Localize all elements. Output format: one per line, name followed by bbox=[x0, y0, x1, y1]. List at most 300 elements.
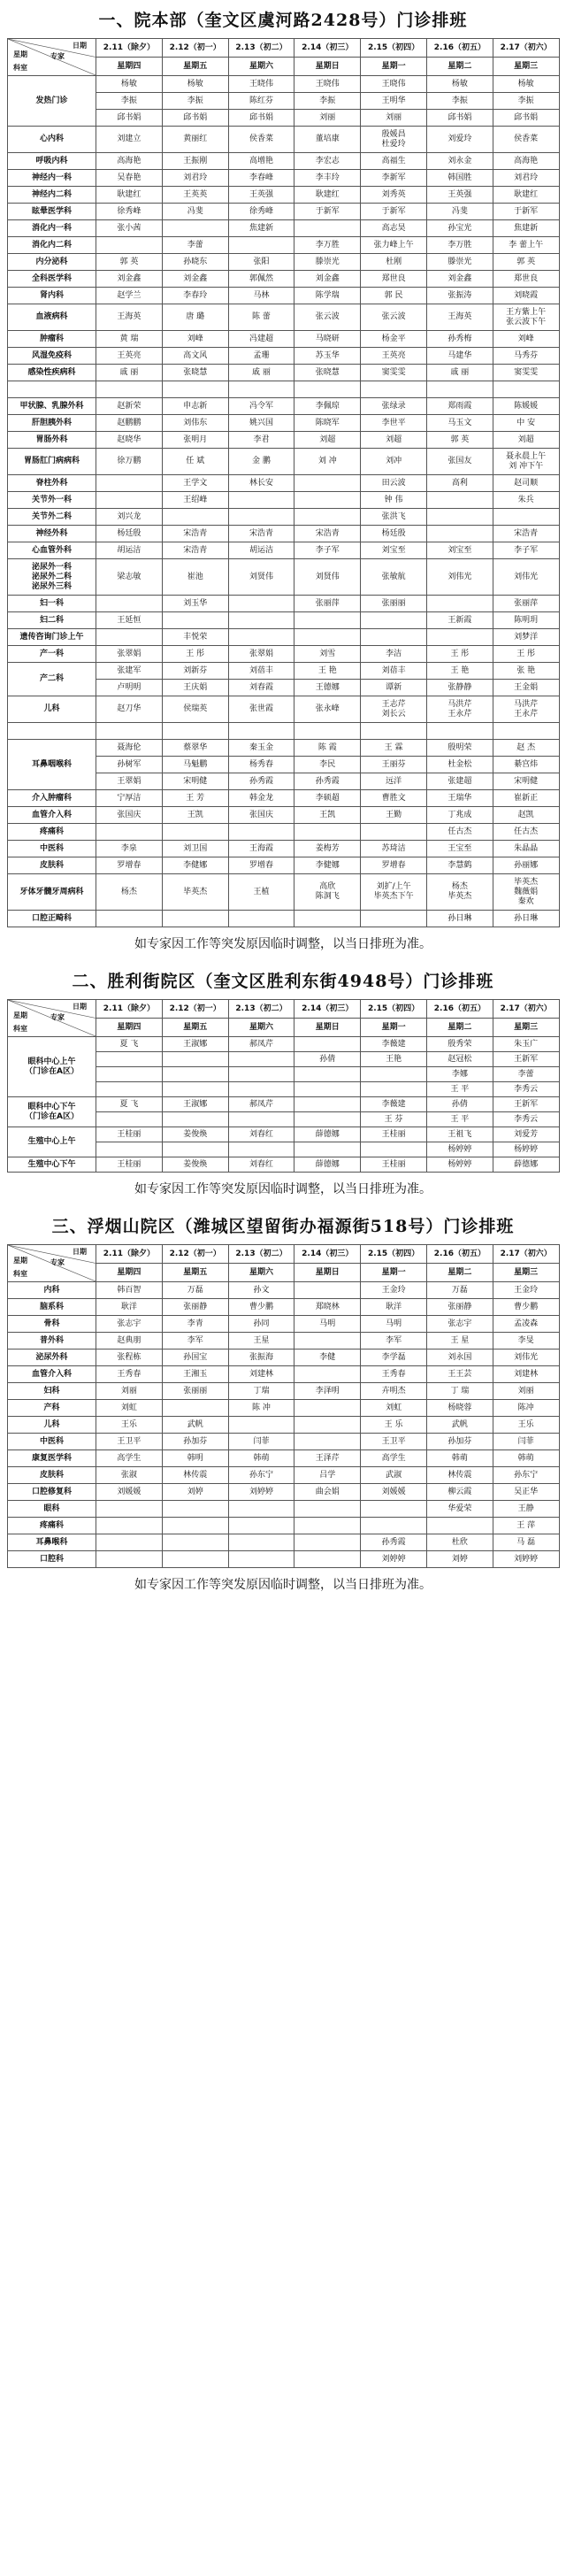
doctor-cell bbox=[162, 1082, 228, 1097]
doctor-cell bbox=[361, 1366, 427, 1383]
dept-name-line: 消化内二科 bbox=[31, 240, 72, 250]
doctor-cell bbox=[96, 1417, 163, 1434]
doctor-name: 马魁鹏 bbox=[183, 759, 208, 769]
date-header: 2.16（初五） bbox=[426, 39, 493, 58]
doctor-name: 戚 丽 bbox=[450, 367, 470, 377]
doctor-cell bbox=[493, 509, 559, 526]
doctor-cell bbox=[96, 1534, 163, 1551]
doctor-cell bbox=[228, 1417, 294, 1434]
table-row bbox=[8, 254, 560, 271]
doctor-name: 刘丽 bbox=[319, 112, 336, 122]
doctor-cell bbox=[493, 1383, 559, 1400]
dept-name bbox=[8, 559, 96, 596]
doctor-cell bbox=[361, 365, 427, 381]
doctor-cell bbox=[294, 1097, 361, 1112]
date-header: 2.17（初六） bbox=[493, 1000, 559, 1019]
dept-name bbox=[8, 526, 96, 542]
dept-name-line: 血管介入科 bbox=[31, 810, 72, 819]
doctor-name: 薛德娜 bbox=[514, 1159, 539, 1169]
dept-name bbox=[8, 1534, 96, 1551]
doctor-cell bbox=[493, 1316, 559, 1333]
doctor-cell bbox=[294, 509, 361, 526]
doctor-cell bbox=[228, 629, 294, 646]
doctor-cell bbox=[361, 1450, 427, 1467]
doctor-cell bbox=[294, 911, 361, 927]
doctor-name: 王绍峰 bbox=[183, 495, 208, 504]
doctor-name: 王英亮 bbox=[381, 350, 406, 360]
dept-name-line: 关节外二科 bbox=[31, 511, 72, 521]
doctor-cell bbox=[294, 1400, 361, 1417]
dept-name-line: 皮肤科 bbox=[39, 1470, 64, 1480]
doctor-cell bbox=[228, 1350, 294, 1366]
doctor-cell bbox=[228, 857, 294, 874]
doctor-cell bbox=[96, 874, 163, 911]
doctor-cell bbox=[162, 740, 228, 757]
doctor-cell bbox=[493, 1400, 559, 1417]
doctor-name: 高欣 bbox=[319, 882, 336, 891]
doctor-name: 王丽芬 bbox=[381, 759, 406, 769]
doctor-name: 王德娜 bbox=[315, 682, 340, 692]
doctor-cell bbox=[294, 526, 361, 542]
doctor-cell bbox=[162, 304, 228, 331]
doctor-cell bbox=[96, 841, 163, 857]
doctor-cell bbox=[162, 1417, 228, 1434]
dept-name-line: 内分泌科 bbox=[35, 257, 68, 266]
doctor-name: 王英亮 bbox=[117, 350, 142, 360]
dept-name bbox=[8, 398, 96, 415]
date-header-row bbox=[8, 1245, 560, 1264]
doctor-cell bbox=[426, 1467, 493, 1484]
doctor-cell bbox=[162, 1551, 228, 1568]
corner-label-expert: 专家 bbox=[50, 1258, 65, 1266]
doctor-name: 王乐 bbox=[120, 1419, 137, 1429]
doctor-name: 孙国宝 bbox=[183, 1352, 208, 1362]
table-row bbox=[8, 629, 560, 646]
doctor-cell bbox=[361, 432, 427, 449]
dept-name-line: 妇科 bbox=[43, 1386, 60, 1396]
doctor-cell bbox=[162, 629, 228, 646]
date-header: 2.13（初二） bbox=[228, 1245, 294, 1264]
dept-name-line: 眼科中心上午 bbox=[27, 1057, 76, 1066]
doctor-cell bbox=[162, 449, 228, 475]
doctor-cell bbox=[294, 381, 361, 398]
doctor-cell bbox=[361, 304, 427, 331]
doctor-name: 郭 民 bbox=[384, 290, 403, 300]
table-row bbox=[8, 1467, 560, 1484]
doctor-cell bbox=[294, 559, 361, 596]
doctor-name: 陈冲 bbox=[517, 1403, 534, 1412]
doctor-cell bbox=[162, 220, 228, 237]
doctor-cell bbox=[426, 304, 493, 331]
dept-name bbox=[8, 304, 96, 331]
doctor-cell bbox=[294, 449, 361, 475]
doctor-cell bbox=[228, 526, 294, 542]
dept-name bbox=[8, 381, 96, 398]
doctor-cell bbox=[228, 1052, 294, 1067]
doctor-name: 孙晓东 bbox=[183, 257, 208, 266]
doctor-name: 郑晓林 bbox=[315, 1302, 340, 1311]
doctor-name: 张丽丽 bbox=[183, 1386, 208, 1396]
doctor-name: 刘媛媛 bbox=[381, 1487, 406, 1496]
doctor-cell bbox=[228, 696, 294, 723]
dept-name bbox=[8, 254, 96, 271]
dept-name-line: （门诊在A区） bbox=[25, 1066, 79, 1076]
doctor-cell bbox=[493, 1467, 559, 1484]
weekday-header: 星期日 bbox=[294, 58, 361, 76]
doctor-name: 刘虹 bbox=[120, 1403, 137, 1412]
doctor-cell bbox=[493, 1450, 559, 1467]
doctor-cell bbox=[294, 1052, 361, 1067]
doctor-cell bbox=[162, 331, 228, 348]
doctor-name: 华爱荣 bbox=[447, 1503, 472, 1513]
date-header: 2.11（除夕） bbox=[96, 1245, 163, 1264]
doctor-cell bbox=[361, 1067, 427, 1082]
doctor-name: 孙丽娜 bbox=[514, 860, 539, 870]
doctor-name: 张永峰 bbox=[315, 704, 340, 713]
doctor-name: 刘春霞 bbox=[249, 682, 273, 692]
doctor-cell bbox=[426, 1316, 493, 1333]
doctor-name: 闫菲 bbox=[517, 1436, 534, 1446]
doctor-cell bbox=[493, 1518, 559, 1534]
doctor-name: 刘兴龙 bbox=[117, 511, 142, 521]
doctor-cell bbox=[493, 254, 559, 271]
weekday-header: 星期三 bbox=[493, 1019, 559, 1037]
doctor-name: 窦雯雯 bbox=[381, 367, 406, 377]
doctor-cell bbox=[361, 237, 427, 254]
doctor-cell bbox=[361, 475, 427, 492]
table-row bbox=[8, 153, 560, 170]
doctor-cell bbox=[361, 110, 427, 127]
doctor-cell bbox=[361, 1484, 427, 1501]
doctor-cell bbox=[228, 874, 294, 911]
dept-name-line: 肾内科 bbox=[39, 290, 64, 300]
doctor-cell bbox=[294, 1501, 361, 1518]
doctor-cell bbox=[493, 911, 559, 927]
doctor-cell bbox=[228, 1299, 294, 1316]
doctor-name: 郝凤芹 bbox=[249, 1099, 273, 1109]
doctor-cell bbox=[294, 757, 361, 773]
table-row bbox=[8, 432, 560, 449]
doctor-cell bbox=[426, 1157, 493, 1173]
doctor-name: 任古杰 bbox=[514, 827, 539, 836]
doctor-name: 陈红芬 bbox=[249, 96, 273, 105]
doctor-cell bbox=[228, 1366, 294, 1383]
doctor-name: 孙东宁 bbox=[514, 1470, 539, 1480]
doctor-cell bbox=[294, 1450, 361, 1467]
doctor-name: 张 艳 bbox=[516, 665, 536, 675]
doctor-cell bbox=[426, 1082, 493, 1097]
doctor-name: 孙宝光 bbox=[447, 223, 472, 233]
corner-label-weekday: 星期 bbox=[13, 50, 27, 58]
doctor-cell bbox=[96, 1082, 163, 1097]
doctor-name: 王永芹 bbox=[514, 709, 539, 719]
doctor-name: 宁厚洁 bbox=[117, 793, 142, 803]
doctor-cell bbox=[162, 204, 228, 220]
doctor-name: 刘宝至 bbox=[447, 545, 472, 555]
doctor-name: 刘峰 bbox=[517, 334, 534, 343]
doctor-cell bbox=[426, 1350, 493, 1366]
doctor-cell bbox=[228, 237, 294, 254]
weekday-header: 星期一 bbox=[361, 1264, 427, 1282]
dept-name-line: 骨科 bbox=[43, 1319, 60, 1328]
doctor-name: 王英强 bbox=[447, 189, 472, 199]
doctor-cell bbox=[96, 288, 163, 304]
doctor-cell bbox=[96, 381, 163, 398]
doctor-name: 刘雪 bbox=[319, 649, 336, 658]
doctor-cell bbox=[162, 93, 228, 110]
doctor-name: 吕学 bbox=[319, 1470, 336, 1480]
doctor-cell bbox=[493, 153, 559, 170]
doctor-cell bbox=[228, 1316, 294, 1333]
doctor-name: 耿建红 bbox=[315, 189, 340, 199]
doctor-name: 王英英 bbox=[183, 189, 208, 199]
doctor-cell bbox=[294, 1142, 361, 1157]
doctor-name: 李丰玲 bbox=[315, 173, 340, 182]
section-title: 一、院本部（奎文区虞河路2428号）门诊排班 bbox=[98, 11, 468, 30]
doctor-cell bbox=[426, 509, 493, 526]
doctor-name: 耿建红 bbox=[514, 189, 539, 199]
doctor-cell bbox=[493, 1082, 559, 1097]
doctor-cell bbox=[96, 1518, 163, 1534]
doctor-name: 刘婷 bbox=[187, 1487, 203, 1496]
doctor-name: 苏琦洁 bbox=[381, 843, 406, 853]
doctor-cell bbox=[162, 911, 228, 927]
doctor-cell bbox=[162, 415, 228, 432]
doctor-cell bbox=[294, 824, 361, 841]
doctor-name: 吴春艳 bbox=[117, 173, 142, 182]
dept-name-line: 生殖中心上午 bbox=[27, 1137, 76, 1146]
doctor-cell bbox=[426, 288, 493, 304]
doctor-cell bbox=[96, 1127, 163, 1142]
doctor-name: 王 芳 bbox=[186, 793, 205, 803]
doctor-cell bbox=[361, 1467, 427, 1484]
doctor-cell bbox=[228, 492, 294, 509]
doctor-cell bbox=[96, 1350, 163, 1366]
doctor-cell bbox=[294, 542, 361, 559]
doctor-cell bbox=[426, 1127, 493, 1142]
doctor-cell bbox=[294, 1518, 361, 1534]
doctor-name: 张力峰上午 bbox=[373, 240, 414, 250]
corner-label-date: 日期 bbox=[73, 42, 87, 50]
doctor-cell bbox=[361, 220, 427, 237]
doctor-name: 杜刚 bbox=[386, 257, 402, 266]
doctor-name: 陈明玥 bbox=[514, 615, 539, 625]
doctor-cell bbox=[162, 1501, 228, 1518]
table-row bbox=[8, 220, 560, 237]
date-header-row bbox=[8, 1000, 560, 1019]
doctor-name: 丁 瑞 bbox=[450, 1386, 470, 1396]
doctor-name: 杨婷婷 bbox=[447, 1144, 472, 1154]
corner-label-dept: 科室 bbox=[13, 64, 27, 72]
dept-name bbox=[8, 1350, 96, 1366]
doctor-cell bbox=[294, 153, 361, 170]
doctor-name: 马玉文 bbox=[447, 418, 472, 427]
doctor-cell bbox=[294, 740, 361, 757]
doctor-name: 王晓伟 bbox=[315, 79, 340, 88]
dept-name-line: 心内科 bbox=[39, 135, 64, 143]
doctor-cell bbox=[162, 1534, 228, 1551]
doctor-cell bbox=[96, 348, 163, 365]
dept-name-line: 胃肠肛门病病科 bbox=[23, 457, 80, 465]
corner-label-dept: 科室 bbox=[13, 1270, 27, 1278]
doctor-name: 张世霞 bbox=[249, 704, 273, 713]
doctor-name: 郑世良 bbox=[381, 273, 406, 283]
doctor-cell bbox=[493, 1067, 559, 1082]
doctor-name: 刘晓霞 bbox=[514, 290, 539, 300]
doctor-cell bbox=[426, 271, 493, 288]
doctor-name: 高利 bbox=[451, 478, 468, 488]
doctor-cell bbox=[361, 1333, 427, 1350]
dept-name bbox=[8, 1299, 96, 1316]
doctor-cell bbox=[294, 475, 361, 492]
doctor-name: 柳云霞 bbox=[447, 1487, 472, 1496]
doctor-cell bbox=[426, 612, 493, 629]
weekday-header: 星期一 bbox=[361, 1019, 427, 1037]
table-row bbox=[8, 1299, 560, 1316]
doctor-cell bbox=[228, 365, 294, 381]
doctor-name: 刘爱玲 bbox=[447, 135, 472, 143]
doctor-name: 李硕超 bbox=[315, 793, 340, 803]
doctor-cell bbox=[294, 807, 361, 824]
doctor-name: 王 彤 bbox=[516, 649, 536, 658]
doctor-cell bbox=[426, 857, 493, 874]
doctor-cell bbox=[426, 1551, 493, 1568]
dept-name-line: 脊柱外科 bbox=[35, 478, 68, 488]
dept-name-line: 妇一科 bbox=[39, 598, 64, 608]
doctor-name: 刘君玲 bbox=[514, 173, 539, 182]
doctor-cell bbox=[361, 254, 427, 271]
dept-name bbox=[8, 415, 96, 432]
doctor-name: 韩萌 bbox=[253, 1453, 270, 1463]
doctor-cell bbox=[228, 596, 294, 612]
doctor-name: 毕英杰 bbox=[183, 887, 208, 896]
doctor-cell bbox=[162, 1366, 228, 1383]
doctor-name: 李宏志 bbox=[315, 156, 340, 165]
table-row bbox=[8, 740, 560, 757]
doctor-name: 李振 bbox=[517, 96, 534, 105]
doctor-name: 王桂丽 bbox=[117, 1129, 142, 1139]
doctor-cell bbox=[162, 1316, 228, 1333]
dept-name-line: 泌尿外三科 bbox=[31, 581, 72, 591]
dept-name-line: 口腔修复科 bbox=[31, 1487, 72, 1496]
doctor-name: 刘爱芳 bbox=[514, 1129, 539, 1139]
doctor-name: 刘秀英 bbox=[381, 189, 406, 199]
doctor-cell bbox=[426, 1484, 493, 1501]
weekday-header: 星期二 bbox=[426, 1019, 493, 1037]
doctor-name: 耿洋 bbox=[386, 1302, 402, 1311]
doctor-cell bbox=[162, 1434, 228, 1450]
doctor-name: 李军 bbox=[187, 1335, 203, 1345]
table-row bbox=[8, 127, 560, 153]
section-title: 三、浮烟山院区（潍城区望留街办福源街518号）门诊排班 bbox=[51, 1217, 515, 1236]
doctor-name: 赵学兰 bbox=[117, 290, 142, 300]
doctor-cell bbox=[162, 153, 228, 170]
doctor-name: 刘媛媛 bbox=[117, 1487, 142, 1496]
doctor-cell bbox=[162, 663, 228, 680]
doctor-cell bbox=[96, 1299, 163, 1316]
doctor-name: 宋浩青 bbox=[514, 528, 539, 538]
doctor-cell bbox=[96, 757, 163, 773]
doctor-name: 李学磊 bbox=[381, 1352, 406, 1362]
doctor-name: 刘春红 bbox=[249, 1129, 273, 1139]
doctor-name: 任古杰 bbox=[447, 827, 472, 836]
doctor-cell bbox=[361, 612, 427, 629]
table-row bbox=[8, 1518, 560, 1534]
doctor-cell bbox=[493, 857, 559, 874]
doctor-cell bbox=[426, 93, 493, 110]
doctor-cell bbox=[361, 204, 427, 220]
doctor-name: 刘伟光 bbox=[447, 572, 472, 581]
doctor-cell bbox=[361, 526, 427, 542]
doctor-cell bbox=[228, 254, 294, 271]
table-row bbox=[8, 1366, 560, 1383]
dept-name-line: 心血管外科 bbox=[31, 545, 72, 555]
doctor-name: 杨杰 bbox=[120, 887, 137, 896]
doctor-name: 王 星 bbox=[450, 1335, 470, 1345]
doctor-cell bbox=[228, 398, 294, 415]
doctor-name: 于新军 bbox=[315, 206, 340, 216]
doctor-name: 韩明 bbox=[187, 1453, 203, 1463]
doctor-cell bbox=[493, 492, 559, 509]
doctor-name: 张晓慧 bbox=[315, 367, 340, 377]
doctor-cell bbox=[294, 1417, 361, 1434]
doctor-cell bbox=[361, 381, 427, 398]
doctor-name: 刘建林 bbox=[514, 1369, 539, 1379]
doctor-name: 孙日琳 bbox=[447, 913, 472, 923]
dept-name-line: 眼科中心下午 bbox=[27, 1102, 76, 1111]
table-row bbox=[8, 646, 560, 663]
doctor-cell bbox=[426, 696, 493, 723]
doctor-cell bbox=[228, 449, 294, 475]
doctor-name: 杨敏 bbox=[120, 79, 137, 88]
table-row bbox=[8, 331, 560, 348]
weekday-header: 星期五 bbox=[162, 1264, 228, 1282]
doctor-name: 宋浩青 bbox=[183, 528, 208, 538]
table-row bbox=[8, 187, 560, 204]
doctor-cell bbox=[493, 629, 559, 646]
doctor-name: 刘丽 bbox=[120, 1386, 137, 1396]
doctor-name: 李泽明 bbox=[315, 1386, 340, 1396]
table-row bbox=[8, 348, 560, 365]
doctor-cell bbox=[96, 680, 163, 696]
doctor-name: 刘永国 bbox=[447, 1352, 472, 1362]
dept-name bbox=[8, 857, 96, 874]
doctor-cell bbox=[426, 220, 493, 237]
doctor-cell bbox=[96, 1282, 163, 1299]
doctor-cell bbox=[426, 1434, 493, 1450]
doctor-cell bbox=[294, 1316, 361, 1333]
doctor-name: 李蕾 bbox=[187, 240, 203, 250]
dept-name bbox=[8, 187, 96, 204]
table-row bbox=[8, 612, 560, 629]
doctor-cell bbox=[361, 723, 427, 740]
doctor-cell bbox=[361, 1316, 427, 1333]
doctor-name: 申志新 bbox=[183, 401, 208, 411]
doctor-cell bbox=[228, 1282, 294, 1299]
dept-name-line: 生殖中心下午 bbox=[27, 1159, 76, 1169]
doctor-name: 姚兴国 bbox=[249, 418, 273, 427]
doctor-cell bbox=[426, 398, 493, 415]
dept-name-line: 眩晕医学科 bbox=[31, 206, 72, 216]
doctor-cell bbox=[228, 1112, 294, 1127]
doctor-cell bbox=[426, 596, 493, 612]
doctor-name: 王淑娜 bbox=[183, 1099, 208, 1109]
dept-name-line: 儿科 bbox=[43, 1419, 60, 1429]
dept-name bbox=[8, 542, 96, 559]
table-row bbox=[8, 1157, 560, 1173]
doctor-cell bbox=[426, 1501, 493, 1518]
doctor-name: 武淑 bbox=[386, 1470, 402, 1480]
